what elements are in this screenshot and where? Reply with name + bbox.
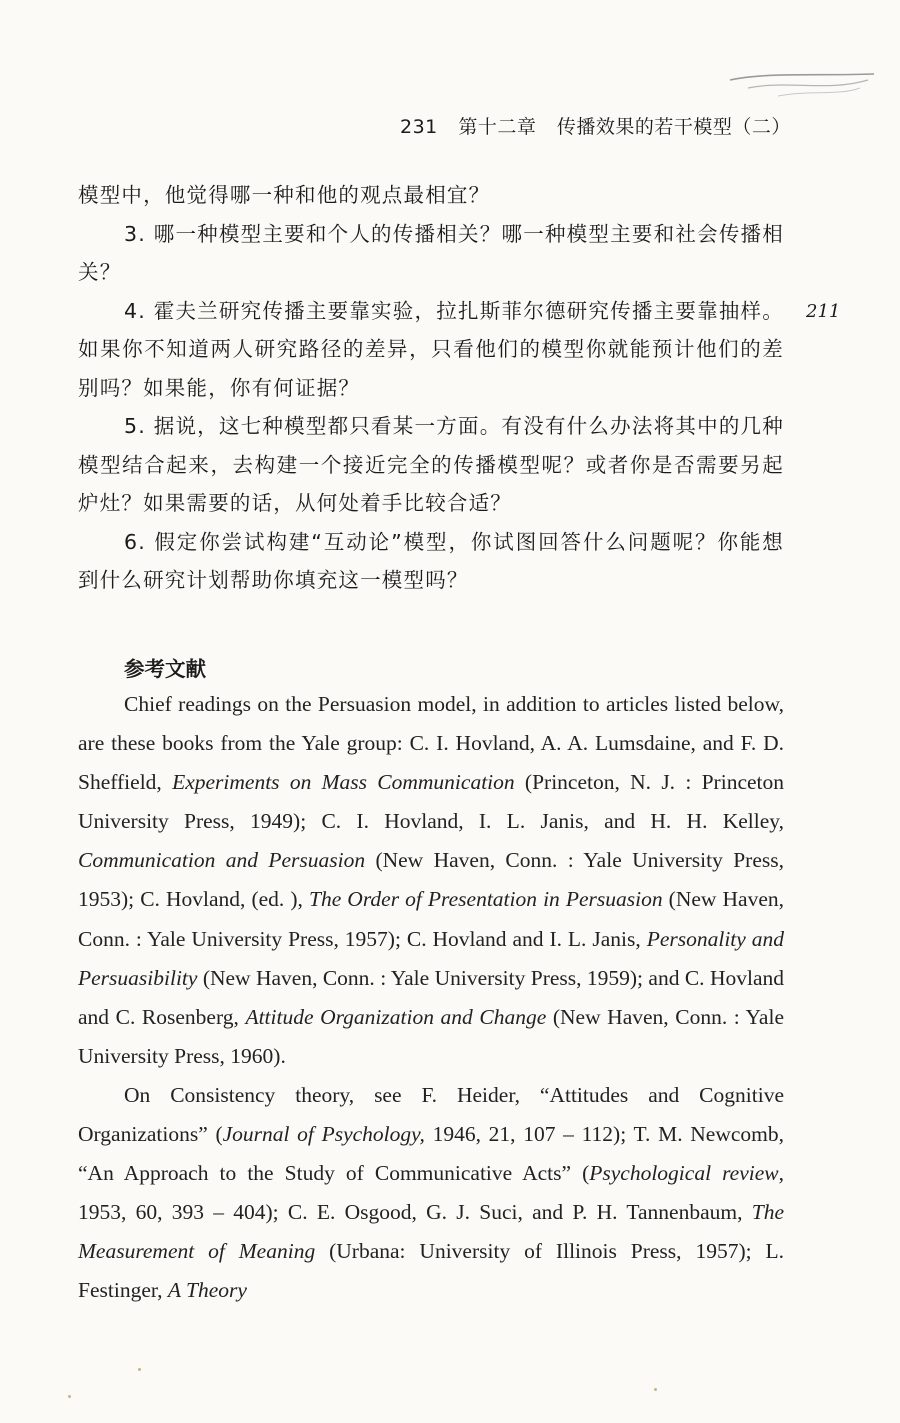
book-title: Experiments on Mass Communication <box>172 770 515 795</box>
book-title: The Order of Presentation in Persuasion <box>308 887 663 912</box>
references-heading: 参考文献 <box>124 657 206 681</box>
discussion-questions <box>78 176 784 600</box>
book-title: Attitude Organization and Change <box>245 1004 547 1029</box>
book-title: Personality and Persuasibility <box>78 926 784 990</box>
ref-text: (Princeton, N. J. : Princeton University Press, 1949); C. I. Hovland, I. L. Janis, and H. H. Kelley, <box>78 770 784 834</box>
header-page-number: 231 <box>400 116 438 138</box>
question-3: 3. 哪一种模型主要和个人的传播相关？哪一种模型主要和社会传播相关？ <box>78 221 784 284</box>
margin-page-number: 211 <box>806 301 841 322</box>
paper-speck <box>654 1388 657 1391</box>
question-5: 5. 据说，这七种模型都只看某一方面。有没有什么办法将其中的几种模型结合起来，去构建一个接近完全的传播模型呢？或者你是否需要另起炉灶？如果需要的话，从何处着手比较合适？ <box>78 414 784 515</box>
running-header <box>400 112 805 139</box>
book-title: The Measurement of Meaning <box>78 1200 784 1264</box>
decorative-swoosh-icon <box>728 66 878 106</box>
question-continuation: 模型中，他觉得哪一种和他的观点最相宜？ <box>78 183 491 207</box>
book-title: Communication and Persuasion <box>78 848 366 873</box>
ref-text: Chief readings on the Persuasion model, in addition to articles listed below, are these books from the Yale group: C. I. Hovland, A. A. Lumsdaine, and F. D. Sheffield, <box>78 692 784 795</box>
ref-text: (Urbana: University of Illinois Press, 1957); L. Festinger, <box>78 1239 784 1303</box>
ref-text: (New Haven, Conn. : Yale University Press, 1959); and C. Hovland and C. Rosenberg, <box>78 965 784 1029</box>
journal-title: Psychological review <box>589 1161 779 1186</box>
ref-text: , 1953, 60, 393 – 404); C. E. Osgood, G. J. Suci, and P. H. Tannenbaum, <box>78 1161 784 1225</box>
header-chapter: 第十二章 <box>458 116 537 138</box>
question-6: 6. 假定你尝试构建“互动论”模型，你试图回答什么问题呢？你能想到什么研究计划帮助你填充这一模型吗？ <box>78 529 784 592</box>
book-title: A Theory <box>167 1278 247 1303</box>
journal-title: Journal of Psychology, <box>222 1122 425 1147</box>
paper-speck <box>68 1395 71 1398</box>
ref-text: (New Haven, Conn. : Yale University Press, 1960). <box>78 1004 784 1068</box>
question-4: 4. 霍夫兰研究传播主要靠实验，拉扎斯菲尔德研究传播主要靠抽样。如果你不知道两人研究路径的差异，只看他们的模型你就能预计他们的差别吗？如果能，你有何证据？ <box>78 298 784 400</box>
reference-paragraph-consistency <box>78 1076 784 1311</box>
references-body <box>78 685 784 1311</box>
ref-text: On Consistency theory, see F. Heider, “Attitudes and Cognitive Organizations” ( <box>78 1082 784 1147</box>
ref-text: (New Haven, Conn. : Yale University Press, 1953); C. Hovland, (ed. ), <box>78 848 784 912</box>
header-chapter-title: 传播效果的若干模型（二） <box>556 116 791 138</box>
paper-speck <box>138 1368 141 1371</box>
reference-paragraph-persuasion <box>78 685 784 1076</box>
ref-text: (New Haven, Conn. : Yale University Press, 1957); C. Hovland and I. L. Janis, <box>78 887 784 951</box>
ref-text: 1946, 21, 107 – 112); T. M. Newcomb, “An Approach to the Study of Communicative Acts” ( <box>78 1122 784 1186</box>
